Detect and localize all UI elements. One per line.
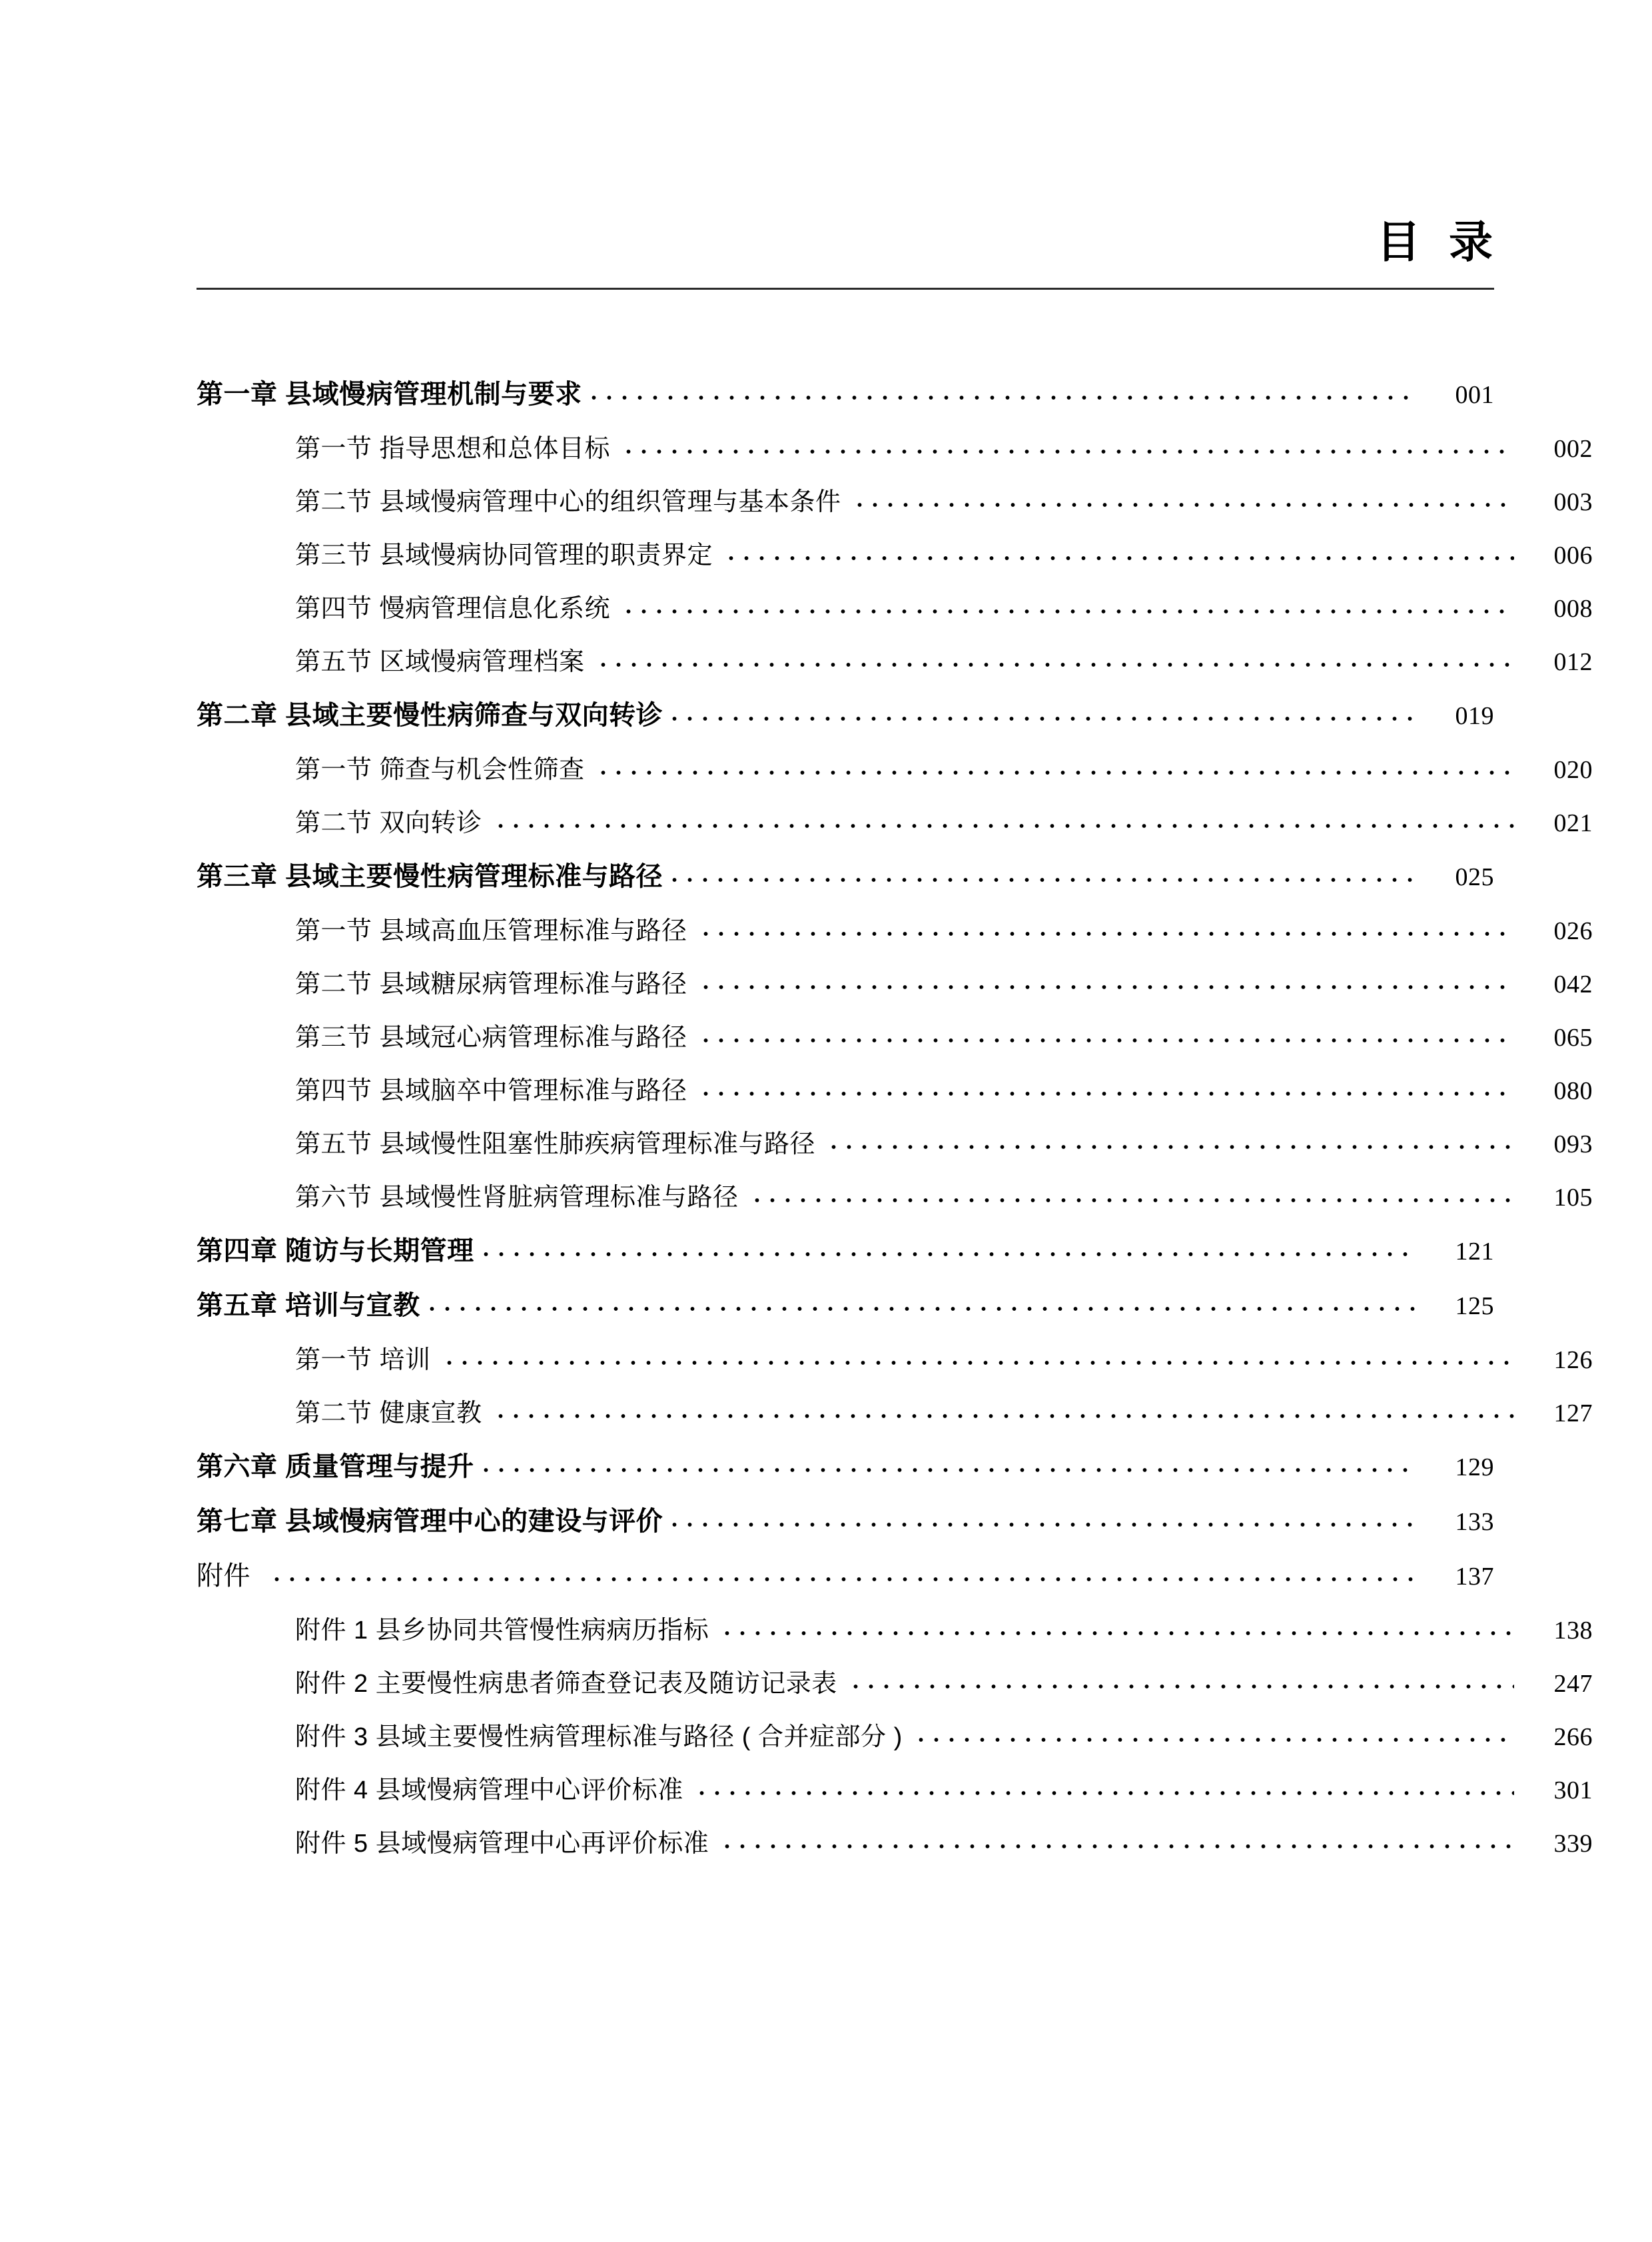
dot-leader [749, 1195, 1514, 1206]
toc-entry-label: 第二节 健康宣教 [295, 1399, 482, 1427]
toc-entry-label: 第二章 县域主要慢性病筛查与双向转诊 [197, 701, 663, 730]
toc-entry-page-number: 247 [1553, 1670, 1593, 1698]
toc-entry-section[interactable] [197, 1609, 1593, 1663]
toc-entry-page-number: 339 [1553, 1830, 1593, 1858]
toc-header [197, 217, 1494, 290]
toc-entry-label: 第三节 县域冠心病管理标准与路径 [295, 1024, 687, 1052]
toc-entry-section[interactable] [197, 802, 1593, 855]
dot-leader [698, 982, 1514, 992]
toc-entry-page-number: 020 [1553, 756, 1593, 784]
toc-entry-page-number: 129 [1455, 1453, 1494, 1481]
toc-entry-page-number: 065 [1553, 1024, 1593, 1052]
toc-entry-page-number: 093 [1553, 1130, 1593, 1158]
toc-entry-page-number: 266 [1553, 1723, 1593, 1751]
toc-entry-page-number: 021 [1553, 809, 1593, 837]
toc-entry-page-number: 125 [1455, 1292, 1494, 1320]
dot-leader [913, 1734, 1514, 1745]
toc-entry-section[interactable] [197, 641, 1593, 694]
toc-entry-label: 第四章 随访与长期管理 [197, 1236, 474, 1266]
toc-entry-section[interactable] [197, 749, 1593, 802]
dot-leader [493, 1411, 1514, 1421]
dot-leader [424, 1304, 1416, 1314]
toc-entry-label: 第七章 县域慢病管理中心的建设与评价 [197, 1507, 663, 1536]
toc-entry-label: 附件 [197, 1561, 250, 1591]
toc-entry-chapter[interactable] [197, 1445, 1494, 1500]
toc-entry-section[interactable] [197, 1663, 1593, 1716]
toc-entry-chapter[interactable] [197, 1284, 1494, 1339]
toc-entry-page-number: 127 [1553, 1399, 1593, 1427]
toc-entry-page-number: 080 [1553, 1077, 1593, 1105]
toc-entry-page-number: 042 [1553, 970, 1593, 998]
toc-entry-label: 第一节 县域高血压管理标准与路径 [295, 917, 687, 945]
toc-entry-section[interactable] [197, 534, 1593, 587]
toc-entry-section[interactable] [197, 910, 1593, 963]
dot-leader [586, 392, 1416, 403]
toc-entry-page-number: 105 [1553, 1184, 1593, 1212]
toc-entry-label: 附件 3 县域主要慢性病管理标准与路径 ( 合并症部分 ) [295, 1723, 903, 1751]
toc-entry-section[interactable] [197, 1123, 1593, 1176]
dot-leader [852, 500, 1514, 510]
toc-entry-chapter[interactable] [197, 855, 1494, 910]
toc-entry-section[interactable] [197, 1016, 1593, 1070]
dot-leader [667, 713, 1416, 724]
toc-entry-page-number: 126 [1553, 1346, 1593, 1374]
title-divider [197, 288, 1494, 290]
dot-leader [667, 1519, 1416, 1530]
dot-leader [719, 1628, 1514, 1639]
dot-leader [493, 821, 1514, 831]
toc-entry-label: 第二节 县域糖尿病管理标准与路径 [295, 970, 687, 998]
toc-entry-section[interactable] [197, 1769, 1593, 1822]
dot-leader [694, 1788, 1514, 1798]
dot-leader [478, 1465, 1416, 1475]
dot-leader [698, 929, 1514, 939]
toc-entry-page-number: 138 [1553, 1617, 1593, 1645]
dot-leader [596, 659, 1514, 670]
toc-entry-page-number: 003 [1553, 488, 1593, 516]
dot-leader [596, 767, 1514, 778]
toc-entry-page-number: 012 [1553, 648, 1593, 676]
dot-leader [848, 1681, 1514, 1692]
toc-entry-label: 第一节 指导思想和总体目标 [295, 435, 611, 463]
toc-entry-label: 第六节 县域慢性肾脏病管理标准与路径 [295, 1184, 739, 1212]
dot-leader [723, 553, 1514, 563]
toc-entry-label: 第六章 质量管理与提升 [197, 1452, 474, 1481]
toc-entry-chapter[interactable] [197, 694, 1494, 749]
dot-leader [621, 446, 1514, 457]
toc-entry-chapter[interactable] [197, 373, 1494, 428]
dot-leader [667, 875, 1416, 885]
toc-entry-label: 附件 1 县乡协同共管慢性病病历指标 [295, 1617, 709, 1645]
toc-entry-section[interactable] [197, 963, 1593, 1016]
toc-entry-label: 第一节 筛查与机会性筛查 [295, 756, 585, 784]
toc-entry-label: 附件 4 县域慢病管理中心评价标准 [295, 1776, 683, 1804]
toc-entry-section[interactable] [197, 1392, 1593, 1445]
toc-entry-label: 第一节 培训 [295, 1346, 431, 1374]
toc-entry-page-number: 001 [1455, 381, 1494, 409]
toc-entry-section[interactable] [197, 1716, 1593, 1769]
toc-entry-page-number: 019 [1455, 702, 1494, 730]
toc-entry-label: 第二节 双向转诊 [295, 809, 482, 837]
toc-entry-page-number: 121 [1455, 1238, 1494, 1266]
toc-entry-page-number: 008 [1553, 595, 1593, 623]
toc-entry-page-number: 006 [1553, 542, 1593, 569]
toc-entry-label: 第五节 县域慢性阻塞性肺疾病管理标准与路径 [295, 1130, 816, 1158]
toc-entry-label: 第二节 县域慢病管理中心的组织管理与基本条件 [295, 488, 841, 516]
toc-entry-section[interactable] [197, 1176, 1593, 1230]
page-title: 目 录 [1376, 217, 1494, 266]
dot-leader [719, 1841, 1514, 1852]
dot-leader [698, 1088, 1514, 1099]
toc-entry-section[interactable] [197, 1822, 1593, 1876]
toc-entry-label: 附件 5 县域慢病管理中心再评价标准 [295, 1830, 709, 1858]
toc-entry-label: 第一章 县域慢病管理机制与要求 [197, 380, 582, 409]
toc-entry-label: 第三节 县域慢病协同管理的职责界定 [295, 542, 713, 569]
toc-entry-section[interactable] [197, 1339, 1593, 1392]
toc-entry-page-number: 026 [1553, 917, 1593, 945]
toc-entry-page-number: 002 [1553, 435, 1593, 463]
dot-leader [698, 1035, 1514, 1046]
dot-leader [269, 1574, 1416, 1585]
dot-leader [478, 1249, 1416, 1260]
toc-entry-label: 第五章 培训与宣教 [197, 1291, 420, 1320]
toc-entry-page-number: 301 [1553, 1776, 1593, 1804]
toc-entry-chapter[interactable] [197, 1500, 1494, 1555]
dot-leader [442, 1357, 1514, 1368]
toc-entry-label: 第四节 县域脑卒中管理标准与路径 [295, 1077, 687, 1105]
toc-entry-label: 附件 2 主要慢性病患者筛查登记表及随访记录表 [295, 1670, 837, 1698]
dot-leader [621, 606, 1514, 617]
toc-entry-section[interactable] [197, 481, 1593, 534]
toc-entry-list [197, 373, 1593, 1876]
toc-entry-section[interactable] [197, 1070, 1593, 1123]
toc-entry-label: 第四节 慢病管理信息化系统 [295, 595, 611, 623]
toc-entry-page-number: 137 [1455, 1563, 1494, 1591]
toc-entry-appendix-head[interactable] [197, 1555, 1494, 1609]
toc-entry-section[interactable] [197, 587, 1593, 641]
toc-entry-chapter[interactable] [197, 1230, 1494, 1284]
toc-entry-section[interactable] [197, 428, 1593, 481]
toc-entry-label: 第三章 县域主要慢性病管理标准与路径 [197, 862, 663, 891]
toc-entry-page-number: 025 [1455, 863, 1494, 891]
toc-entry-label: 第五节 区域慢病管理档案 [295, 648, 585, 676]
dot-leader [826, 1142, 1514, 1152]
toc-entry-page-number: 133 [1455, 1508, 1494, 1536]
